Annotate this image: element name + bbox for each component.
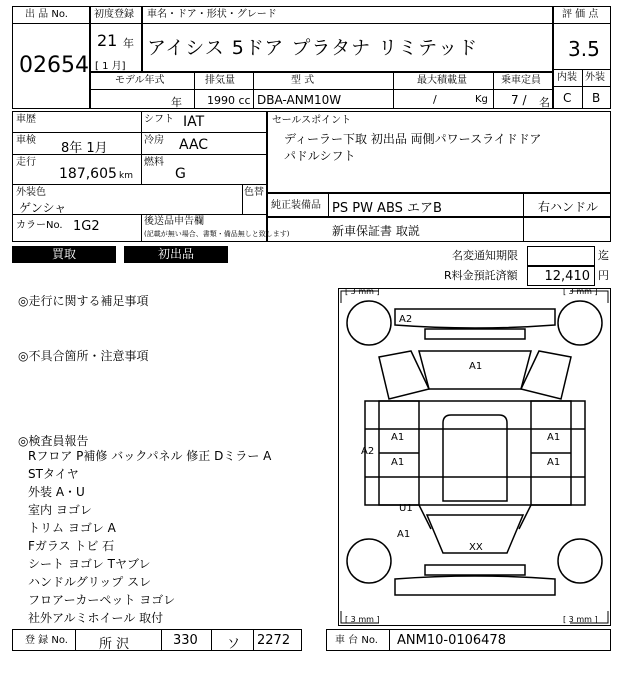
docs-row [267, 217, 611, 242]
mark-windshield: XX [469, 542, 483, 553]
recolor-label: 色替 [244, 187, 264, 198]
exterior-label: 外装 [585, 72, 605, 83]
recycle-label: R料金預託済額 [444, 269, 518, 282]
chassis-label: 車 台 No. [335, 635, 378, 646]
inspector-lines [28, 447, 338, 627]
model-year-label: モデル年式 [115, 75, 165, 86]
tire-depth-tl: [ 3 mm ] [345, 287, 380, 296]
ac-label: 冷房 [144, 135, 164, 146]
score-label: 評 価 点 [562, 9, 599, 20]
ext-color-value: ゲンシャ [19, 201, 67, 215]
mileage-unit: km [119, 171, 133, 181]
docs-label: 後送品申告欄 [144, 216, 204, 227]
inspector-line: Fガラス トビ 石 [28, 539, 115, 553]
color-no-value: 1G2 [73, 219, 100, 234]
car-name: アイシス 5ドア プラタナ リミテッド [147, 37, 479, 59]
sales-point-box [267, 111, 611, 193]
mark-left-sill: U1 [399, 503, 413, 514]
year-unit: 年 [123, 37, 134, 50]
first-listing-bar: 初出品 [124, 246, 228, 263]
recycle-amount: 12,410 [544, 269, 590, 284]
defects-label: ◎不具合箇所・注意事項 [18, 349, 149, 363]
docs-note: (記載が無い場合、書類・備品無しと致します) [144, 230, 290, 238]
mark-rear-bumper: A2 [399, 314, 413, 325]
inspector-line: Rフロア P補修 バックパネル 修正 Dミラー A [28, 449, 272, 463]
color-no-label: カラーNo. [16, 220, 63, 231]
inspector-line: 社外アルミホイール 取付 [28, 611, 164, 625]
first-registration-label: 初度登録 [94, 9, 134, 20]
docs-value: 新車保証書 取説 [332, 224, 420, 238]
max-load-slash: / [433, 93, 437, 106]
model-value: DBA-ANM10W [257, 93, 342, 107]
mark-roof: A1 [469, 361, 483, 372]
registration-class: 330 [173, 633, 198, 648]
ext-color-label: 外装色 [16, 187, 46, 198]
mileage-value: 187,605 [59, 166, 117, 182]
registration-row [12, 629, 302, 651]
displacement-label: 排気量 [205, 75, 235, 86]
tire-depth-tr: [ 3 mm ] [563, 287, 598, 296]
equipment-row [267, 193, 611, 217]
name-change-label: 名変通知期限 [452, 249, 518, 262]
inspector-line: トリム ヨゴレ A [28, 521, 116, 535]
inspector-line: STタイヤ [28, 467, 79, 481]
score-value: 3.5 [568, 37, 600, 61]
registration-kana: ソ [227, 637, 241, 652]
details-left [12, 111, 290, 242]
model-year-unit: 年 [171, 96, 182, 109]
fuel-label: 燃料 [144, 157, 164, 168]
shift-label: シフト [144, 114, 174, 125]
mark-right-rear-door: A1 [547, 457, 561, 468]
car-diagram-box [338, 288, 611, 626]
first-registration-year: 21 [97, 31, 118, 50]
history-label: 車歴 [16, 114, 36, 125]
registration-number: 2272 [257, 633, 291, 648]
chassis-number: ANM10-0106478 [397, 633, 506, 648]
first-registration-box [90, 6, 142, 72]
sales-point-line2: パドルシフト [284, 149, 356, 163]
inspector-line: シート ヨゴレ Tヤブレ [28, 557, 151, 571]
inspector-line: フロアーカーペット ヨゴレ [28, 593, 176, 607]
capacity-value: 7 / [511, 93, 527, 107]
interior-grade: C [563, 91, 572, 105]
displacement-value: 1990 cc [207, 94, 251, 107]
recycle-box [527, 266, 595, 286]
shift-value: IAT [183, 114, 205, 130]
inspector-report-label: ◎検査員報告 [18, 434, 89, 448]
driving-notes-label: ◎走行に関する補足事項 [18, 294, 149, 308]
name-change-box [527, 246, 595, 266]
mark-left-front-door: A1 [391, 432, 405, 443]
inspection-value: 8年 1月 [61, 141, 108, 156]
registration-label: 登 録 No. [25, 635, 68, 646]
fuel-value: G [175, 166, 186, 182]
tire-depth-bl: [ 3 mm ] [345, 615, 380, 624]
inspector-line: 外装 A・U [28, 485, 85, 499]
inspector-line: ハンドルグリップ スレ [28, 575, 152, 589]
equipment-value: PS PW ABS エアB [332, 201, 442, 216]
equipment-label: 純正装備品 [271, 200, 321, 211]
car-diagram [339, 289, 610, 625]
inspection-label: 車検 [16, 135, 36, 146]
lot-number-label: 出 品 No. [25, 9, 68, 20]
interior-label: 内装 [557, 72, 577, 83]
buy-bar: 買取 [12, 246, 116, 263]
spec-table [90, 72, 553, 109]
score-box [553, 6, 611, 109]
car-name-label: 車名・ドア・形状・グレード [147, 9, 277, 20]
mileage-label: 走行 [16, 157, 36, 168]
exterior-grade: B [592, 91, 601, 105]
mark-right-front-door: A1 [547, 432, 561, 443]
max-load-label: 最大積載量 [417, 75, 467, 86]
tire-depth-br: [ 3 mm ] [563, 615, 598, 624]
recycle-unit: 円 [598, 269, 609, 282]
mark-left-front-fender: A1 [397, 529, 411, 540]
model-label: 型 式 [291, 75, 315, 86]
lot-number: 02654 [19, 53, 89, 78]
steering-value: 右ハンドル [538, 200, 599, 214]
registration-area: 所 沢 [99, 637, 130, 652]
sales-point-line1: ディーラー下取 初出品 両側パワースライドドア [284, 132, 542, 146]
inspector-line: 室内 ヨゴレ [28, 503, 92, 517]
first-registration-month: [ 1 月] [95, 61, 126, 72]
max-load-unit: Kg [475, 94, 488, 105]
capacity-unit: 名 [539, 96, 550, 109]
mark-left-rear-door: A1 [391, 457, 405, 468]
name-change-unit: 迄 [598, 249, 609, 262]
car-name-box [142, 6, 553, 72]
chassis-row [326, 629, 611, 651]
ac-value: AAC [179, 137, 209, 153]
mark-left-slide: A2 [361, 446, 375, 457]
lot-number-box [12, 6, 90, 109]
sales-point-label: セールスポイント [272, 115, 352, 126]
capacity-label: 乗車定員 [501, 75, 541, 86]
